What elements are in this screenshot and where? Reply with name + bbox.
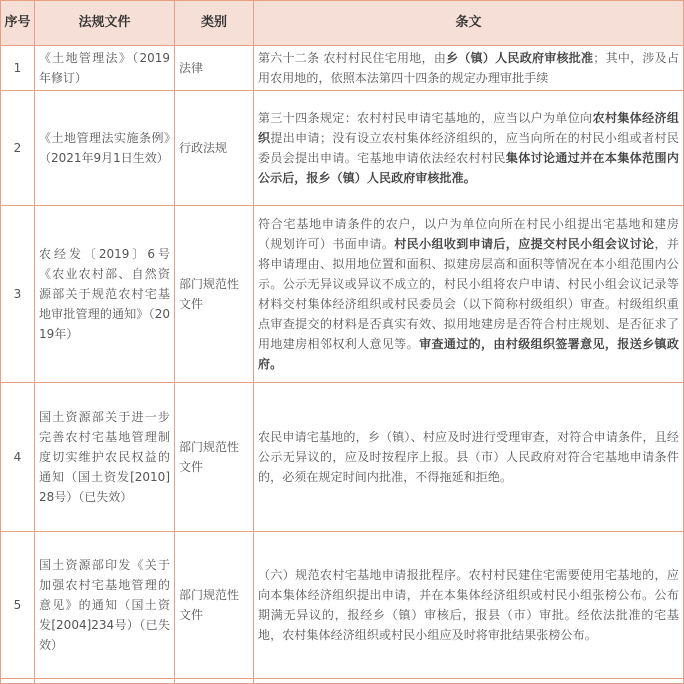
row-category: 行政法规 (175, 91, 254, 206)
table-row (1, 206, 684, 383)
row-document: 国土资源部关于进一步完善农村宅基地管理制度切实维护农民权益的通知（国土资发[2010]28号）（已失效） (35, 383, 175, 532)
clause-segment: 符合宅基地申请条件的农户，以户为单位向所在村民小组提出宅基地和建房（规划许可）书面申请。 (258, 217, 679, 251)
table-row-partial (1, 679, 684, 684)
table-row (1, 383, 684, 532)
row-document: 农经发〔2019〕6号《农业农村部、自然资源部关于规范农村宅基地审批管理的通知》（2019年） (35, 206, 175, 383)
row-index: 5 (1, 532, 35, 679)
partial-cell (254, 679, 684, 684)
header-category: 类别 (175, 1, 254, 46)
partial-cell (35, 679, 175, 684)
table-row (1, 532, 684, 679)
row-category: 部门规范性文件 (175, 532, 254, 679)
clause-segment: ；其中，涉及占用农用地的，依照本法第四十四条的规定办理审批手续 (258, 51, 679, 85)
header-index: 序号 (1, 1, 35, 46)
row-clause (254, 532, 684, 679)
row-document: 《土地管理法》（2019年修订） (35, 46, 175, 91)
clause-segment: 第三十四条规定：农村村民申请宅基地的，应当以户为单位向 (258, 111, 593, 125)
clause-segment-bold: 乡（镇）人民政府审核批准 (446, 51, 594, 65)
header-document: 法规文件 (35, 1, 175, 46)
row-clause (254, 91, 684, 206)
row-clause (254, 46, 684, 91)
clause-segment-bold: 审查通过的，由村级组织签署意见，报送乡镇政府。 (258, 337, 679, 371)
row-document: 国土资源部印发《关于加强农村宅基地管理的意见》的通知（国土资发[2004]234号）（已失效） (35, 532, 175, 679)
clause-segment: 提出申请；没有设立农村集体经济组织的，应当向所在的村民小组或者村民委员会提出申请。宅基地申请依法经农村村民 (258, 131, 679, 165)
clause-segment: 农民申请宅基地的，乡（镇）、村应及时进行受理审查，对符合申请条件，且经公示无异议的，应及时按程序上报。县（市）人民政府对符合宅基地申请条件的，必须在规定时间内批准，不得拖延和拒绝。 (258, 430, 679, 484)
clause-segment: 第六十二条 农村村民住宅用地，由 (258, 51, 447, 65)
clause-segment-bold: 集体讨论通过并在本集体范围内公示后，报乡（镇）人民政府审核批准。 (258, 151, 679, 185)
clause-segment: （六）规范农村宅基地申请报批程序。农村村民建住宅需要使用宅基地的，应向本集体经济组织提出申请，并在本集体经济组织或村民小组张榜公布。公布期满无异议的，报经乡（镇）审核后，报县（市）审批。经依法批准的宅基地，农村集体经济组织或村民小组应及时将审批结果张榜公布。 (258, 568, 679, 642)
clause-segment: ，并将申请理由、拟用地位置和面积、拟建房层高和面积等情况在本小组范围内公示。公示无异议或异议不成立的，村民小组将农户申请、村民小组会议记录等材料交村集体经济组织或村民委员会（以下简称村级组织）审查。村级组织重点审查提交的材料是否真实有效、拟用地建房是否符合村庄规划、是否征求了用地建房相邻权利人意见等。 (258, 237, 679, 351)
row-clause (254, 383, 684, 532)
partial-cell (1, 679, 35, 684)
clause-segment-bold: 农村集体经济组织 (258, 111, 680, 145)
row-category: 部门规范性文件 (175, 383, 254, 532)
row-category: 部门规范性文件 (175, 206, 254, 383)
partial-cell (175, 679, 254, 684)
row-index: 2 (1, 91, 35, 206)
row-category: 法律 (175, 46, 254, 91)
header-row (1, 1, 684, 46)
header-clause: 条文 (254, 1, 684, 46)
row-index: 3 (1, 206, 35, 383)
row-clause (254, 206, 684, 383)
clause-segment-bold: 村民小组收到申请后，应提交村民小组会议讨论 (394, 237, 655, 251)
row-index: 1 (1, 46, 35, 91)
table-row (1, 46, 684, 91)
table-row (1, 91, 684, 206)
row-index: 4 (1, 383, 35, 532)
row-document: 《土地管理法实施条例》（2021年9月1日生效） (35, 91, 175, 206)
